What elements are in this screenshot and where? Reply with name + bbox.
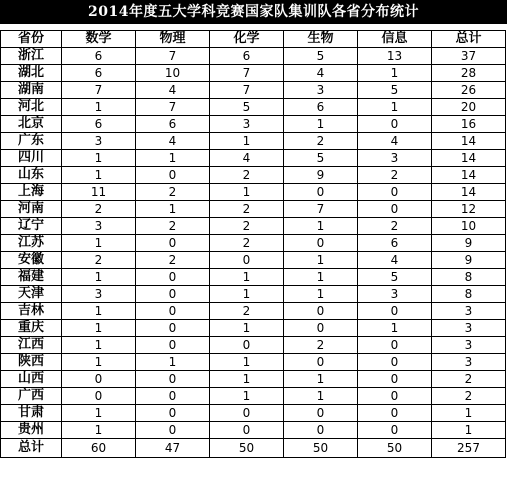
biology-cell: 4 <box>284 65 358 82</box>
chemistry-cell: 1 <box>210 371 284 388</box>
math-cell: 1 <box>62 422 136 439</box>
table-row <box>1 235 506 252</box>
chemistry-cell: 1 <box>210 269 284 286</box>
physics-cell: 1 <box>136 201 210 218</box>
chemistry-cell: 7 <box>210 65 284 82</box>
province-cell: 安徽 <box>1 252 62 269</box>
total-cell: 14 <box>432 167 506 184</box>
chemistry-cell: 1 <box>210 133 284 150</box>
table-row <box>1 167 506 184</box>
chemistry-cell: 7 <box>210 82 284 99</box>
biology-cell: 0 <box>284 320 358 337</box>
biology-cell: 1 <box>284 116 358 133</box>
biology-cell: 50 <box>284 439 358 458</box>
province-cell: 吉林 <box>1 303 62 320</box>
informatics-cell: 1 <box>358 320 432 337</box>
province-cell: 甘肃 <box>1 405 62 422</box>
biology-cell: 3 <box>284 82 358 99</box>
chemistry-cell: 2 <box>210 235 284 252</box>
province-cell: 浙江 <box>1 48 62 65</box>
total-cell: 3 <box>432 303 506 320</box>
math-cell: 1 <box>62 167 136 184</box>
total-cell: 2 <box>432 371 506 388</box>
chemistry-cell: 1 <box>210 320 284 337</box>
total-cell: 26 <box>432 82 506 99</box>
table-row <box>1 184 506 201</box>
math-cell: 1 <box>62 303 136 320</box>
math-cell: 1 <box>62 405 136 422</box>
table-row <box>1 252 506 269</box>
informatics-cell: 6 <box>358 235 432 252</box>
province-cell: 上海 <box>1 184 62 201</box>
table-row <box>1 133 506 150</box>
math-cell: 7 <box>62 82 136 99</box>
informatics-cell: 0 <box>358 422 432 439</box>
informatics-cell: 0 <box>358 388 432 405</box>
informatics-cell: 4 <box>358 133 432 150</box>
math-cell: 3 <box>62 286 136 303</box>
total-cell: 14 <box>432 133 506 150</box>
informatics-cell: 3 <box>358 286 432 303</box>
table-row <box>1 218 506 235</box>
chemistry-cell: 1 <box>210 354 284 371</box>
province-cell: 江西 <box>1 337 62 354</box>
province-cell: 湖南 <box>1 82 62 99</box>
physics-cell: 0 <box>136 337 210 354</box>
header-chemistry: 化学 <box>210 31 284 48</box>
physics-cell: 47 <box>136 439 210 458</box>
physics-cell: 2 <box>136 184 210 201</box>
informatics-cell: 0 <box>358 201 432 218</box>
province-cell: 北京 <box>1 116 62 133</box>
informatics-cell: 1 <box>358 99 432 116</box>
province-cell: 陕西 <box>1 354 62 371</box>
math-cell: 2 <box>62 201 136 218</box>
total-cell: 28 <box>432 65 506 82</box>
informatics-cell: 0 <box>358 405 432 422</box>
math-cell: 1 <box>62 269 136 286</box>
province-cell: 福建 <box>1 269 62 286</box>
biology-cell: 0 <box>284 303 358 320</box>
physics-cell: 0 <box>136 235 210 252</box>
province-cell: 河北 <box>1 99 62 116</box>
informatics-cell: 3 <box>358 150 432 167</box>
table-row <box>1 337 506 354</box>
physics-cell: 6 <box>136 116 210 133</box>
table-row <box>1 116 506 133</box>
biology-cell: 0 <box>284 184 358 201</box>
chemistry-cell: 1 <box>210 286 284 303</box>
physics-cell: 0 <box>136 269 210 286</box>
table-row <box>1 201 506 218</box>
biology-cell: 6 <box>284 99 358 116</box>
total-cell: 16 <box>432 116 506 133</box>
physics-cell: 0 <box>136 286 210 303</box>
table-row <box>1 48 506 65</box>
chemistry-cell: 2 <box>210 167 284 184</box>
header-physics: 物理 <box>136 31 210 48</box>
total-cell: 9 <box>432 252 506 269</box>
chemistry-cell: 1 <box>210 184 284 201</box>
table-row <box>1 320 506 337</box>
total-cell: 8 <box>432 286 506 303</box>
informatics-cell: 0 <box>358 371 432 388</box>
biology-cell: 5 <box>284 150 358 167</box>
physics-cell: 4 <box>136 133 210 150</box>
math-cell: 3 <box>62 218 136 235</box>
informatics-cell: 1 <box>358 65 432 82</box>
math-cell: 1 <box>62 99 136 116</box>
biology-cell: 1 <box>284 371 358 388</box>
math-cell: 1 <box>62 337 136 354</box>
biology-cell: 0 <box>284 422 358 439</box>
province-cell: 贵州 <box>1 422 62 439</box>
physics-cell: 0 <box>136 320 210 337</box>
table-row <box>1 371 506 388</box>
informatics-cell: 0 <box>358 303 432 320</box>
biology-cell: 9 <box>284 167 358 184</box>
total-cell: 20 <box>432 99 506 116</box>
table-row <box>1 303 506 320</box>
total-cell: 1 <box>432 422 506 439</box>
header-biology: 生物 <box>284 31 358 48</box>
chemistry-cell: 2 <box>210 303 284 320</box>
chemistry-cell: 6 <box>210 48 284 65</box>
province-cell: 河南 <box>1 201 62 218</box>
physics-cell: 1 <box>136 150 210 167</box>
province-cell: 四川 <box>1 150 62 167</box>
province-cell: 江苏 <box>1 235 62 252</box>
math-cell: 1 <box>62 320 136 337</box>
province-cell: 辽宁 <box>1 218 62 235</box>
math-cell: 6 <box>62 48 136 65</box>
table-row <box>1 286 506 303</box>
math-cell: 11 <box>62 184 136 201</box>
physics-cell: 0 <box>136 405 210 422</box>
biology-cell: 0 <box>284 235 358 252</box>
chemistry-cell: 0 <box>210 252 284 269</box>
math-cell: 6 <box>62 116 136 133</box>
province-cell: 山西 <box>1 371 62 388</box>
informatics-cell: 5 <box>358 82 432 99</box>
header-total: 总计 <box>432 31 506 48</box>
informatics-cell: 5 <box>358 269 432 286</box>
province-cell: 山东 <box>1 167 62 184</box>
header-math: 数学 <box>62 31 136 48</box>
informatics-cell: 2 <box>358 218 432 235</box>
header-province: 省份 <box>1 31 62 48</box>
informatics-cell: 0 <box>358 337 432 354</box>
total-cell: 14 <box>432 184 506 201</box>
chemistry-cell: 0 <box>210 405 284 422</box>
table-row <box>1 354 506 371</box>
province-cell: 广东 <box>1 133 62 150</box>
physics-cell: 4 <box>136 82 210 99</box>
math-cell: 0 <box>62 371 136 388</box>
total-cell: 3 <box>432 337 506 354</box>
table-body <box>1 48 506 458</box>
table-title: 2014年度五大学科竞赛国家队集训队各省分布统计 <box>0 0 507 24</box>
physics-cell: 2 <box>136 218 210 235</box>
chemistry-cell: 2 <box>210 201 284 218</box>
math-cell: 2 <box>62 252 136 269</box>
informatics-cell: 0 <box>358 116 432 133</box>
biology-cell: 5 <box>284 48 358 65</box>
biology-cell: 1 <box>284 269 358 286</box>
total-cell: 2 <box>432 388 506 405</box>
math-cell: 1 <box>62 150 136 167</box>
table-row <box>1 82 506 99</box>
total-cell: 3 <box>432 354 506 371</box>
physics-cell: 0 <box>136 371 210 388</box>
chemistry-cell: 3 <box>210 116 284 133</box>
province-cell: 总计 <box>1 439 62 458</box>
biology-cell: 1 <box>284 388 358 405</box>
math-cell: 1 <box>62 235 136 252</box>
total-cell: 9 <box>432 235 506 252</box>
physics-cell: 0 <box>136 167 210 184</box>
physics-cell: 2 <box>136 252 210 269</box>
biology-cell: 0 <box>284 354 358 371</box>
table-row <box>1 422 506 439</box>
informatics-cell: 0 <box>358 184 432 201</box>
informatics-cell: 4 <box>358 252 432 269</box>
biology-cell: 2 <box>284 337 358 354</box>
total-row <box>1 439 506 458</box>
biology-cell: 1 <box>284 252 358 269</box>
province-cell: 广西 <box>1 388 62 405</box>
chemistry-cell: 0 <box>210 422 284 439</box>
chemistry-cell: 1 <box>210 388 284 405</box>
table-row <box>1 99 506 116</box>
chemistry-cell: 2 <box>210 218 284 235</box>
physics-cell: 0 <box>136 422 210 439</box>
total-cell: 10 <box>432 218 506 235</box>
math-cell: 6 <box>62 65 136 82</box>
math-cell: 3 <box>62 133 136 150</box>
table-row <box>1 150 506 167</box>
biology-cell: 1 <box>284 286 358 303</box>
header-row <box>1 31 506 48</box>
informatics-cell: 13 <box>358 48 432 65</box>
header-informatics: 信息 <box>358 31 432 48</box>
chemistry-cell: 0 <box>210 337 284 354</box>
physics-cell: 10 <box>136 65 210 82</box>
total-cell: 3 <box>432 320 506 337</box>
informatics-cell: 2 <box>358 167 432 184</box>
province-cell: 湖北 <box>1 65 62 82</box>
informatics-cell: 50 <box>358 439 432 458</box>
math-cell: 60 <box>62 439 136 458</box>
table-row <box>1 269 506 286</box>
chemistry-cell: 4 <box>210 150 284 167</box>
physics-cell: 7 <box>136 48 210 65</box>
chemistry-cell: 50 <box>210 439 284 458</box>
biology-cell: 2 <box>284 133 358 150</box>
total-cell: 257 <box>432 439 506 458</box>
province-cell: 重庆 <box>1 320 62 337</box>
physics-cell: 0 <box>136 303 210 320</box>
physics-cell: 7 <box>136 99 210 116</box>
math-cell: 1 <box>62 354 136 371</box>
physics-cell: 1 <box>136 354 210 371</box>
province-distribution-table <box>0 30 506 458</box>
chemistry-cell: 5 <box>210 99 284 116</box>
biology-cell: 1 <box>284 218 358 235</box>
total-cell: 12 <box>432 201 506 218</box>
total-cell: 1 <box>432 405 506 422</box>
table-row <box>1 388 506 405</box>
province-cell: 天津 <box>1 286 62 303</box>
table-row <box>1 405 506 422</box>
total-cell: 14 <box>432 150 506 167</box>
total-cell: 37 <box>432 48 506 65</box>
physics-cell: 0 <box>136 388 210 405</box>
biology-cell: 7 <box>284 201 358 218</box>
informatics-cell: 0 <box>358 354 432 371</box>
total-cell: 8 <box>432 269 506 286</box>
math-cell: 0 <box>62 388 136 405</box>
table-row <box>1 65 506 82</box>
biology-cell: 0 <box>284 405 358 422</box>
